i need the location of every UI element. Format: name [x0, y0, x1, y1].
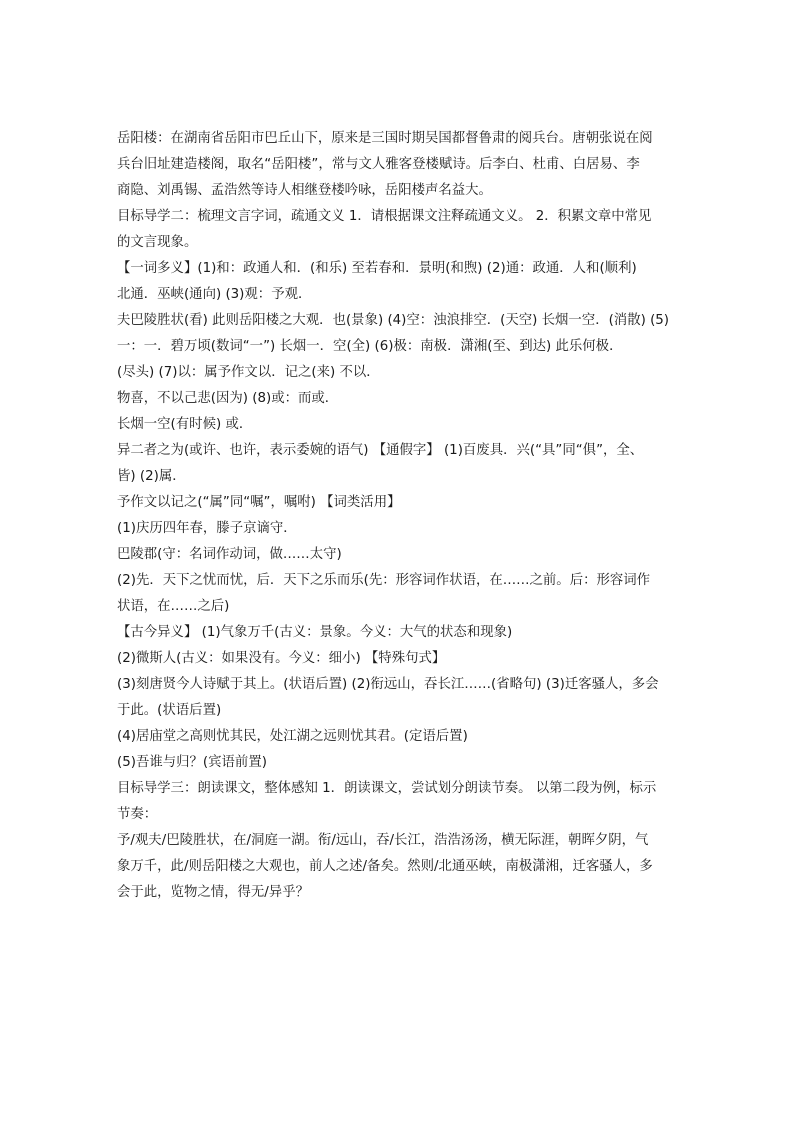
text-line: 皆) (2)属．	[117, 469, 186, 484]
text-line: 【古今异义】 (1)气象万千(古义：景象。今义：大气的状态和现象)	[117, 625, 513, 640]
text-line: 北通．巫峡(通向) (3)观：予观．	[117, 287, 312, 302]
text-line: 状语，在……之后)	[117, 599, 230, 614]
text-line: (5)吾谁与归？(宾语前置)	[117, 755, 267, 770]
text-line: 夫巴陵胜状(看) 此则岳阳楼之大观．也(景象) (4)空：浊浪排空．(天空) 长烟一空．(消散) (5)	[117, 313, 670, 328]
text-line: (3)刻唐贤今人诗赋于其上。(状语后置) (2)衔远山，吞长江……(省略句) (3)迁客骚人，多会	[117, 677, 659, 692]
text-line: 物喜，不以己悲(因为) (8)或：而或．	[117, 391, 339, 406]
text-line: 一：一．碧万顷(数词“一”) 长烟一．空(全) (6)极：南极．潇湘(至、到达) 此乐何极．	[117, 339, 623, 354]
text-line: 商隐、刘禹锡、孟浩然等诗人相继登楼吟咏，岳阳楼声名益大。	[117, 183, 492, 198]
text-line: 予作文以记之(“属”同“嘱”，嘱咐) 【词类活用】	[117, 495, 401, 510]
text-line: 巴陵郡(守：名词作动词，做……太守)	[117, 547, 342, 562]
text-line: 长烟一空(有时候) 或．	[117, 417, 253, 432]
text-line: 会于此，览物之情，得无/异乎？	[117, 885, 309, 900]
text-line: 象万千，此/则岳阳楼之大观也，前人之述/备矣。然则/北通巫峡，南极潇湘，迁客骚人，多	[117, 859, 653, 874]
text-line: 异二者之为(或许、也许，表示委婉的语气) 【通假字】 (1)百废具．兴(“具”同“俱”，全、	[117, 443, 644, 458]
text-line: (2)先．天下之忧而忧，后．天下之乐而乐(先：形容词作状语，在……之前。后：形容词作	[117, 573, 651, 588]
text-line: 目标导学三：朗读课文，整体感知 1．朗读课文，尝试划分朗读节奏。 以第二段为例，标示	[117, 781, 657, 796]
text-line: (1)庆历四年春，滕子京谪守．	[117, 521, 297, 536]
text-line: (尽头) (7)以：属予作文以．记之(来) 不以．	[117, 365, 380, 380]
text-line: 【一词多义】(1)和：政通人和．(和乐) 至若春和．景明(和煦) (2)通：政通．人和(顺利)	[117, 261, 637, 276]
text-line: 岳阳楼：在湖南省岳阳市巴丘山下，原来是三国时期吴国都督鲁肃的阅兵台。唐朝张说在阅	[117, 131, 653, 146]
document-body	[117, 126, 677, 906]
text-line: (4)居庙堂之高则忧其民，处江湖之远则忧其君。(定语后置)	[117, 729, 468, 744]
text-line: 予/观夫/巴陵胜状，在/洞庭一湖。衔/远山，吞/长江，浩浩汤汤，横无际涯，朝晖夕阴，气	[117, 833, 649, 848]
text-line: 于此。(状语后置)	[117, 703, 222, 718]
text-line: 目标导学二：梳理文言字词，疏通文义 1．请根据课文注释疏通文义。 2．积累文章中常见	[117, 209, 652, 224]
text-line: (2)微斯人(古义：如果没有。今义：细小) 【特殊句式】	[117, 651, 446, 666]
text-line: 节奏：	[117, 807, 158, 822]
text-line: 的文言现象。	[117, 235, 198, 250]
text-line: 兵台旧址建造楼阁，取名“岳阳楼”，常与文人雅客登楼赋诗。后李白、杜甫、白居易、李	[117, 157, 640, 172]
